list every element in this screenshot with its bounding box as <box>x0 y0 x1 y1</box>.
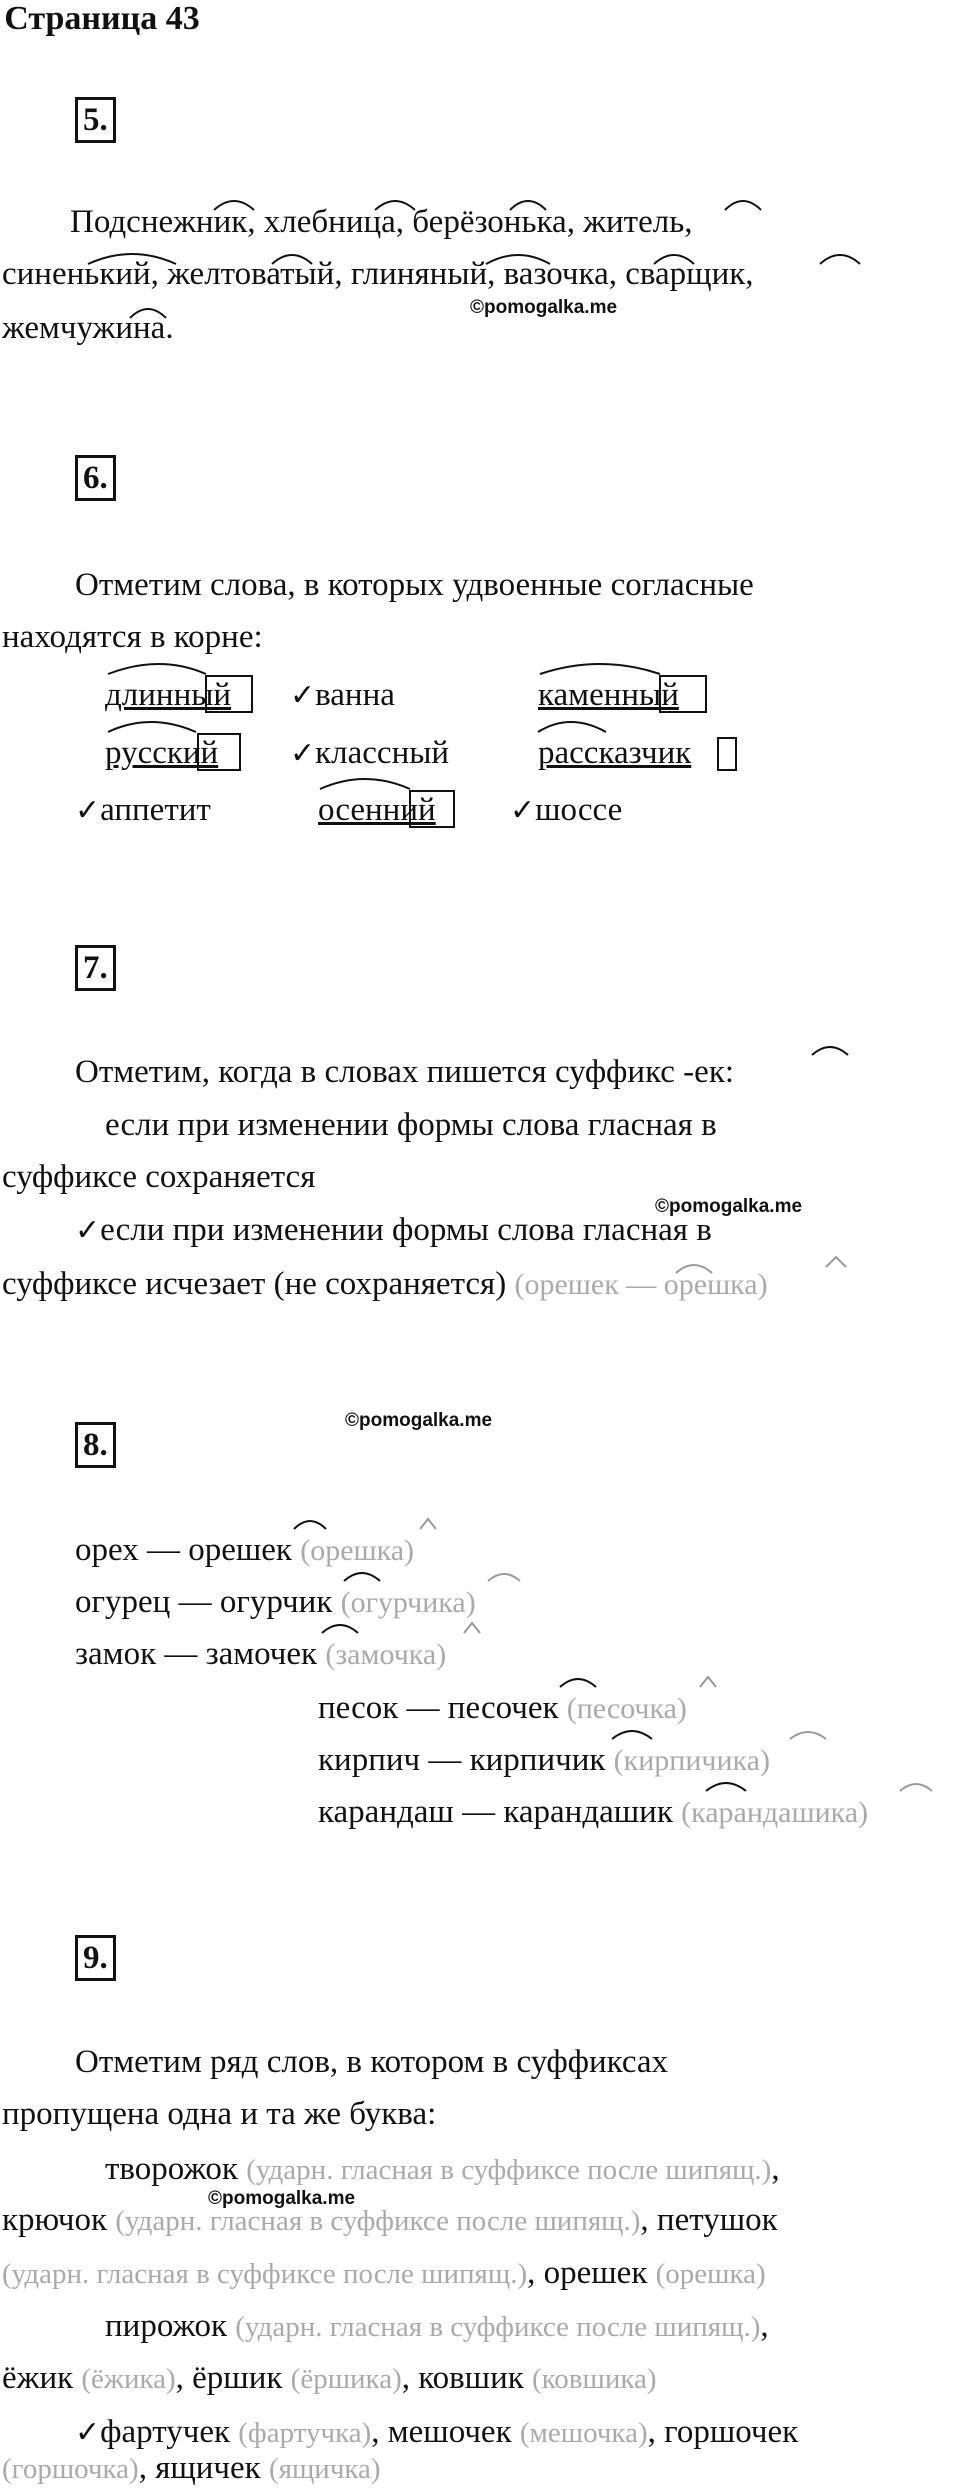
task-7-line-5: суффиксе исчезает (не сохраняется) (орешек — орешка) <box>2 1266 768 1302</box>
task-6-markup <box>0 650 960 850</box>
check-icon: ✓ <box>75 2415 101 2450</box>
task-9-line-8: ✓фартучек (фартучка), мешочек (мешочка), горшочек <box>75 2414 799 2450</box>
task-6-line-1: Отметим слова, в которых удвоенные согласные <box>75 567 754 603</box>
task-6-line-2: находятся в корне: <box>2 619 263 655</box>
task-8-markup <box>0 1505 960 1845</box>
task-6-number: 6. <box>75 455 116 501</box>
check-icon: ✓ <box>290 678 316 713</box>
morpheme-arcs <box>0 190 960 350</box>
word-osenny: осенний <box>318 792 436 828</box>
word-shosse: ✓шоссе <box>510 792 623 828</box>
task-9-line-7: ёжик (ёжика), ёршик (ёршика), ковшик (ковшика) <box>2 2360 657 2396</box>
pair-row: замок — замочек (замочка) <box>75 1636 447 1672</box>
task-5-line-3: жемчужина. <box>2 310 174 346</box>
check-icon: ✓ <box>75 793 101 828</box>
check-icon: ✓ <box>75 1213 101 1248</box>
task-8-number: 8. <box>75 1422 116 1468</box>
word-russky: русский <box>105 735 219 771</box>
task-7-line-2: если при изменении формы слова гласная в <box>105 1107 717 1143</box>
word-klassny: ✓классный <box>290 735 450 771</box>
pair-row: орех — орешек (орешка) <box>75 1532 415 1568</box>
page-title: Страница 43 <box>4 0 200 37</box>
task-9-line-2: пропущена одна и та же буква: <box>2 2096 437 2132</box>
task-9-number: 9. <box>75 1935 116 1981</box>
task-9-line-6: пирожок (ударн. гласная в суффиксе после шипящ.), <box>105 2308 769 2344</box>
word-kamenny: каменный <box>538 677 679 713</box>
check-icon: ✓ <box>510 793 536 828</box>
task-5-line-2: синенький, желтоватый, глиняный, вазочка, сварщик, <box>2 256 754 292</box>
task-9-line-5: (ударн. гласная в суффиксе после шипящ.), орешек (орешка) <box>2 2255 766 2291</box>
word-dlinny: длинный <box>105 677 232 713</box>
pair-row: кирпич — кирпичик (кирпичика) <box>318 1742 770 1778</box>
task-7-line-3: суффиксе сохраняется <box>2 1159 316 1195</box>
task-7-line-4: ✓если при изменении формы слова гласная в <box>75 1212 712 1248</box>
pair-row: огурец — огурчик (огурчика) <box>75 1584 476 1620</box>
task-7-line-1: Отметим, когда в словах пишется суффикс -ек: <box>75 1054 735 1090</box>
pair-row: песок — песочек (песочка) <box>318 1690 687 1726</box>
task-5-line-1: Подснежник, хлебница, берёзонька, житель, <box>70 204 693 240</box>
word-appetit: ✓аппетит <box>75 792 211 828</box>
task-9-line-1: Отметим ряд слов, в котором в суффиксах <box>75 2044 669 2080</box>
task-7-number: 7. <box>75 945 116 991</box>
watermark: ©pomogalka.me <box>470 297 618 318</box>
pair-row: карандаш — карандашик (карандашика) <box>318 1794 869 1830</box>
check-icon: ✓ <box>290 736 316 771</box>
watermark: ©pomogalka.me <box>208 2188 356 2209</box>
task-9-line-9: (горшочка), ящичек (ящичка) <box>2 2450 381 2486</box>
task-5-number: 5. <box>75 97 116 143</box>
word-rasskazchik: рассказчик <box>538 735 692 771</box>
word-vanna: ✓ванна <box>290 677 395 713</box>
task-9-line-3: творожок (ударн. гласная в суффиксе после шипящ.), <box>105 2151 780 2187</box>
task-9-line-4: крючок (ударн. гласная в суффиксе после шипящ.), петушок <box>2 2202 778 2238</box>
watermark: ©pomogalka.me <box>655 1196 803 1217</box>
task-7-markup <box>0 1035 960 1295</box>
watermark: ©pomogalka.me <box>345 1410 493 1431</box>
